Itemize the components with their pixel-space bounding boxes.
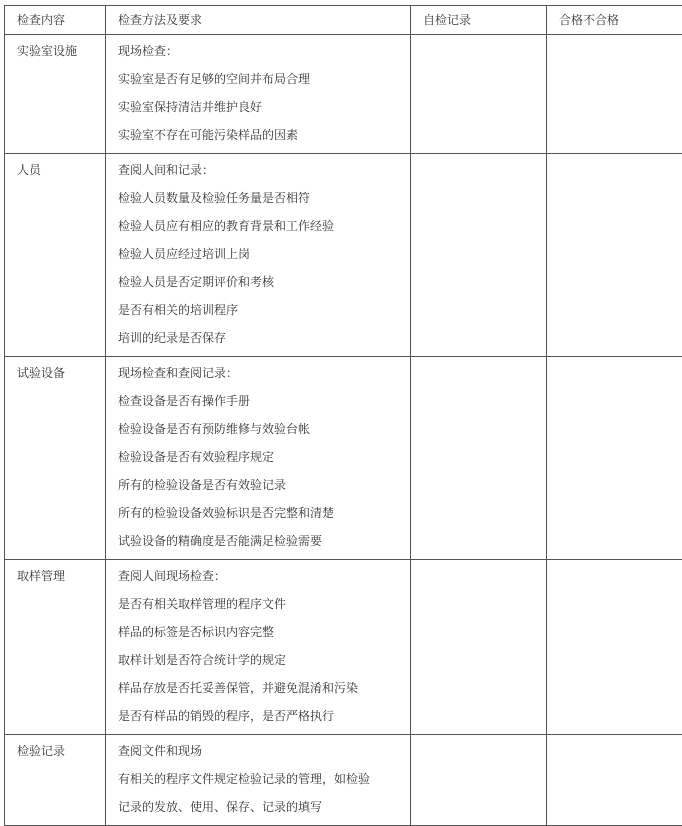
category-cell: 实验室设施 <box>5 35 106 154</box>
header-row <box>5 6 682 35</box>
pass-fail-cell[interactable] <box>547 35 682 154</box>
self-check-cell[interactable] <box>411 357 547 560</box>
method-line: 查阅文件和现场 <box>118 737 410 765</box>
category-cell: 试验设备 <box>5 357 106 560</box>
method-cell <box>106 735 411 826</box>
header-pass-fail: 合格不合格 <box>547 6 682 35</box>
method-line: 所有的检验设备效验标识是否完整和清楚 <box>118 499 410 527</box>
method-line: 有相关的程序文件规定检验记录的管理，如检验 <box>118 765 410 793</box>
method-line: 是否有样品的销毁的程序，是否严格执行 <box>118 702 410 730</box>
table-row <box>5 35 682 154</box>
method-line: 试验设备的精确度是否能满足检验需要 <box>118 527 410 555</box>
self-check-cell[interactable] <box>411 154 547 357</box>
method-line: 检验人员是否定期评价和考核 <box>118 268 410 296</box>
category-cell: 人员 <box>5 154 106 357</box>
table-row <box>5 154 682 357</box>
method-line: 查阅人间和记录： <box>118 156 410 184</box>
method-line: 是否有相关的培训程序 <box>118 296 410 324</box>
table-row <box>5 560 682 735</box>
self-check-cell[interactable] <box>411 560 547 735</box>
method-line: 检验设备是否有预防维修与效验台帐 <box>118 415 410 443</box>
pass-fail-cell[interactable] <box>547 735 682 826</box>
method-line: 实验室是否有足够的空间并布局合理 <box>118 65 410 93</box>
method-line: 所有的检验设备是否有效验记录 <box>118 471 410 499</box>
method-line: 检验人员应有相应的教育背景和工作经验 <box>118 212 410 240</box>
pass-fail-cell[interactable] <box>547 154 682 357</box>
inspection-table <box>4 5 682 826</box>
method-line: 检验人员数量及检验任务量是否相符 <box>118 184 410 212</box>
method-line: 取样计划是否符合统计学的规定 <box>118 646 410 674</box>
method-line: 实验室保持清洁并维护良好 <box>118 93 410 121</box>
method-line: 检验人员应经过培训上岗 <box>118 240 410 268</box>
self-check-cell[interactable] <box>411 35 547 154</box>
category-cell: 检验记录 <box>5 735 106 826</box>
table-row <box>5 735 682 826</box>
method-line: 样品存放是否托妥善保管，并避免混淆和污染 <box>118 674 410 702</box>
pass-fail-cell[interactable] <box>547 357 682 560</box>
method-line: 查阅人间现场检查： <box>118 562 410 590</box>
pass-fail-cell[interactable] <box>547 560 682 735</box>
method-cell <box>106 154 411 357</box>
header-inspection-item: 检查内容 <box>5 6 106 35</box>
method-cell <box>106 357 411 560</box>
method-line: 记录的发放、使用、保存、记录的填写 <box>118 793 410 821</box>
method-line: 实验室不存在可能污染样品的因素 <box>118 121 410 149</box>
table-row <box>5 357 682 560</box>
method-cell <box>106 560 411 735</box>
method-line: 是否有相关取样管理的程序文件 <box>118 590 410 618</box>
method-cell <box>106 35 411 154</box>
method-line: 检验设备是否有效验程序规定 <box>118 443 410 471</box>
header-method-requirements: 检查方法及要求 <box>106 6 411 35</box>
method-line: 现场检查： <box>118 37 410 65</box>
method-line: 现场检查和查阅记录： <box>118 359 410 387</box>
method-line: 检查设备是否有操作手册 <box>118 387 410 415</box>
self-check-cell[interactable] <box>411 735 547 826</box>
category-cell: 取样管理 <box>5 560 106 735</box>
method-line: 样品的标签是否标识内容完整 <box>118 618 410 646</box>
method-line: 培训的纪录是否保存 <box>118 324 410 352</box>
header-self-check-record: 自检记录 <box>411 6 547 35</box>
